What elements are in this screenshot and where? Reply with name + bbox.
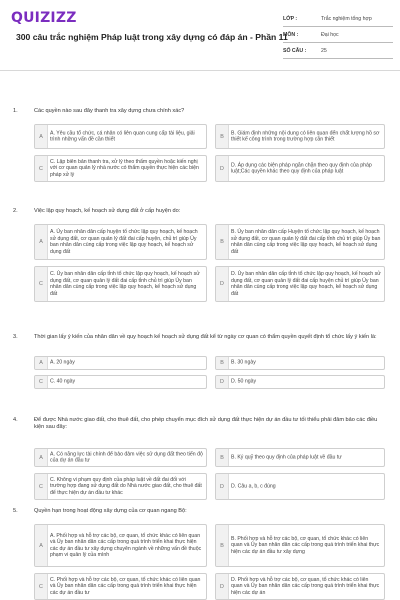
option-letter: A (35, 357, 48, 369)
question-text: Thời gian lấy ý kiến của nhân dân về quy hoạch kế hoạch sử dụng đất kể từ ngày cơ quan có thẩm quyền quyết định tổ chức lấy ý kiến là: (34, 334, 377, 340)
option-d[interactable] (215, 473, 385, 500)
option-letter: C (35, 574, 48, 599)
question-number: 2. (13, 208, 18, 214)
option-b[interactable] (215, 224, 385, 260)
option-text: C. Không vi phạm quy định của pháp luật về đất đai đối với trường hợp đang sử dụng đất do Nhà nước giao đất, cho thuê đất để thực hiện dự án đầu tư khác (50, 476, 202, 496)
option-text: C. Ủy ban nhân dân cấp tỉnh tổ chức lập quy hoạch, kế hoạch sử dụng đất, cơ quan quản lý đất đai cấp tỉnh chủ trì giúp Ủy ban nhân dân cùng cấp trong việc lập quy hoạch, kế hoạch sử dụng đất (50, 270, 200, 297)
option-text: C. Phối hợp và hỗ trợ các bộ, cơ quan, tổ chức khác có liên quan và Ủy ban nhân dân các cấp trong quá trình triển khai thực hiện các dự án đầu tư (50, 576, 201, 596)
meta-label: SỐ CÂU : (283, 43, 317, 59)
option-text: B. Phối hợp và hỗ trợ các bộ, cơ quan, tổ chức khác có liên quan và Ủy ban nhân dân các cấp trong quá trình triển khai thực hiện các dự án đầu tư xây dựng (231, 535, 380, 555)
option-text: B. Ký quỹ theo quy định của pháp luật về đầu tư (231, 454, 342, 461)
option-letter: B (216, 225, 229, 259)
option-text: B. Giám định những nội dung có liên quan đến chất lượng hồ sơ thiết kế công trình trong trường hợp cần thiết (231, 129, 380, 143)
option-text: D. Áp dụng các biện pháp ngăn chặn theo quy định của pháp luật;Các quyền khác theo quy định của pháp luật (231, 161, 372, 175)
option-text: A. Yêu cầu tổ chức, cá nhân có liên quan cung cấp tài liệu, giải trình những vấn đề cần thiết (50, 129, 195, 143)
option-letter: A (35, 125, 48, 148)
option-letter: D (216, 474, 229, 499)
option-letter: A (35, 449, 48, 466)
option-d[interactable] (215, 375, 385, 389)
option-letter: C (35, 474, 48, 499)
option-a[interactable] (34, 448, 207, 467)
option-letter: D (216, 267, 229, 301)
option-c[interactable] (34, 473, 207, 500)
option-letter: C (35, 267, 48, 301)
option-letter: B (216, 449, 229, 466)
option-letter: A (35, 225, 48, 259)
option-text: A. 20 ngày (50, 359, 75, 366)
option-a[interactable] (34, 124, 207, 149)
meta-row-count (283, 43, 393, 59)
option-a[interactable] (34, 524, 207, 567)
option-b[interactable] (215, 356, 385, 370)
meta-value: 25 (317, 43, 393, 59)
quizizz-logo: QUIZIZZ (11, 10, 77, 26)
meta-row-class (283, 11, 393, 27)
meta-row-subject (283, 27, 393, 43)
option-letter: D (216, 156, 229, 181)
option-a[interactable] (34, 356, 207, 370)
option-text: A. Ủy ban nhân dân cấp huyện tổ chức lập quy hoạch, kế hoạch sử dụng đất, cơ quan quản lý đất đai cấp huyện, chủ trì giúp Ủy ban nhân dân cùng cấp trong việc lập quy hoạch, kế hoạch sử dụng đất (50, 228, 198, 255)
question-text: Để được Nhà nước giao đất, cho thuê đất, cho phép chuyển mục đích sử dụng đất thực hiện dự án đầu tư tối thiểu phải đảm bảo các điều kiện sau đây: (34, 417, 378, 430)
option-a[interactable] (34, 224, 207, 260)
option-c[interactable] (34, 266, 207, 302)
option-letter: C (35, 376, 48, 388)
meta-label: MÔN : (283, 27, 317, 43)
option-letter: C (35, 156, 48, 181)
option-letter: B (216, 125, 229, 148)
option-d[interactable] (215, 266, 385, 302)
option-text: A. Có năng lực tài chính để bảo đảm việc sử dụng đất theo tiến độ của dự án đầu tư (50, 450, 203, 464)
option-letter: B (216, 525, 229, 566)
question-number: 1. (13, 108, 18, 114)
option-d[interactable] (215, 573, 385, 600)
option-d[interactable] (215, 155, 385, 182)
question-text: Quyền hạn trong hoạt động xây dựng của cơ quan ngang Bộ: (34, 508, 187, 514)
header-divider (0, 70, 400, 71)
meta-value: Trắc nghiệm tổng hợp (317, 11, 393, 27)
option-text: D. Phối hợp và hỗ trợ các bộ, cơ quan, tổ chức khác có liên quan và Ủy ban nhân dân các cấp trong quá trình triển khai thực hiện các dự án (231, 576, 380, 596)
option-text: B. Ủy ban nhân dân cấp Huyện tổ chức lập quy hoạch, kế hoạch sử dụng đất, cơ quan quản lý đất đai cấp tỉnh chủ trì giúp Ủy ban nhân dân cùng cấp trong việc lập quy hoạch, kế hoạch sử dụng đất (231, 228, 381, 255)
page-header (0, 0, 400, 64)
question-number: 4. (13, 417, 18, 423)
meta-label: LỚP : (283, 11, 317, 27)
question-number: 3. (13, 334, 18, 340)
option-letter: B (216, 357, 229, 369)
option-letter: D (216, 376, 229, 388)
document-title: 300 câu trắc nghiệm Pháp luật trong xây dựng có đáp án - Phần 11 (16, 32, 288, 42)
option-b[interactable] (215, 448, 385, 467)
question-text: Việc lập quy hoạch, kế hoạch sử dụng đất ở cấp huyện do: (34, 208, 181, 214)
option-letter: A (35, 525, 48, 566)
option-text: C. 40 ngày (50, 378, 76, 385)
question-number: 5. (13, 508, 18, 514)
option-text: D. Câu a, b, c đúng (231, 483, 276, 490)
option-text: D. Ủy ban nhân dân cấp tỉnh tổ chức lập quy hoạch, kế hoạch sử dụng đất, cơ quan quản lý đất đai cấp huyện chủ trì giúp Ủy ban nhân dân cùng cấp trong việc lập quy hoạch, kế hoạch sử dụng đất (231, 270, 381, 297)
option-letter: D (216, 574, 229, 599)
option-b[interactable] (215, 524, 385, 567)
option-c[interactable] (34, 155, 207, 182)
option-text: A. Phối hợp và hỗ trợ các bộ, cơ quan, tổ chức khác có liên quan và Ủy ban nhân dân các cấp trong quá trình triển khai thực hiện các dự án đầu tư xây dựng chuyên ngành về những vấn đề thuộc phạm vi quản lý của mình (50, 532, 202, 559)
option-c[interactable] (34, 375, 207, 389)
option-text: D. 50 ngày (231, 378, 257, 385)
question-text: Các quyền nào sau đây thanh tra xây dựng chưa chính xác? (34, 108, 185, 114)
option-c[interactable] (34, 573, 207, 600)
meta-table (283, 11, 393, 59)
option-text: B. 30 ngày (231, 359, 256, 366)
option-text: C. Lập biên bản thanh tra, xử lý theo thẩm quyền hoặc kiến nghị với cơ quan quản lý nhà nước có thẩm quyền thực hiện các biện pháp xử lý (50, 158, 199, 178)
meta-value: Đại học (317, 27, 393, 43)
option-b[interactable] (215, 124, 385, 149)
